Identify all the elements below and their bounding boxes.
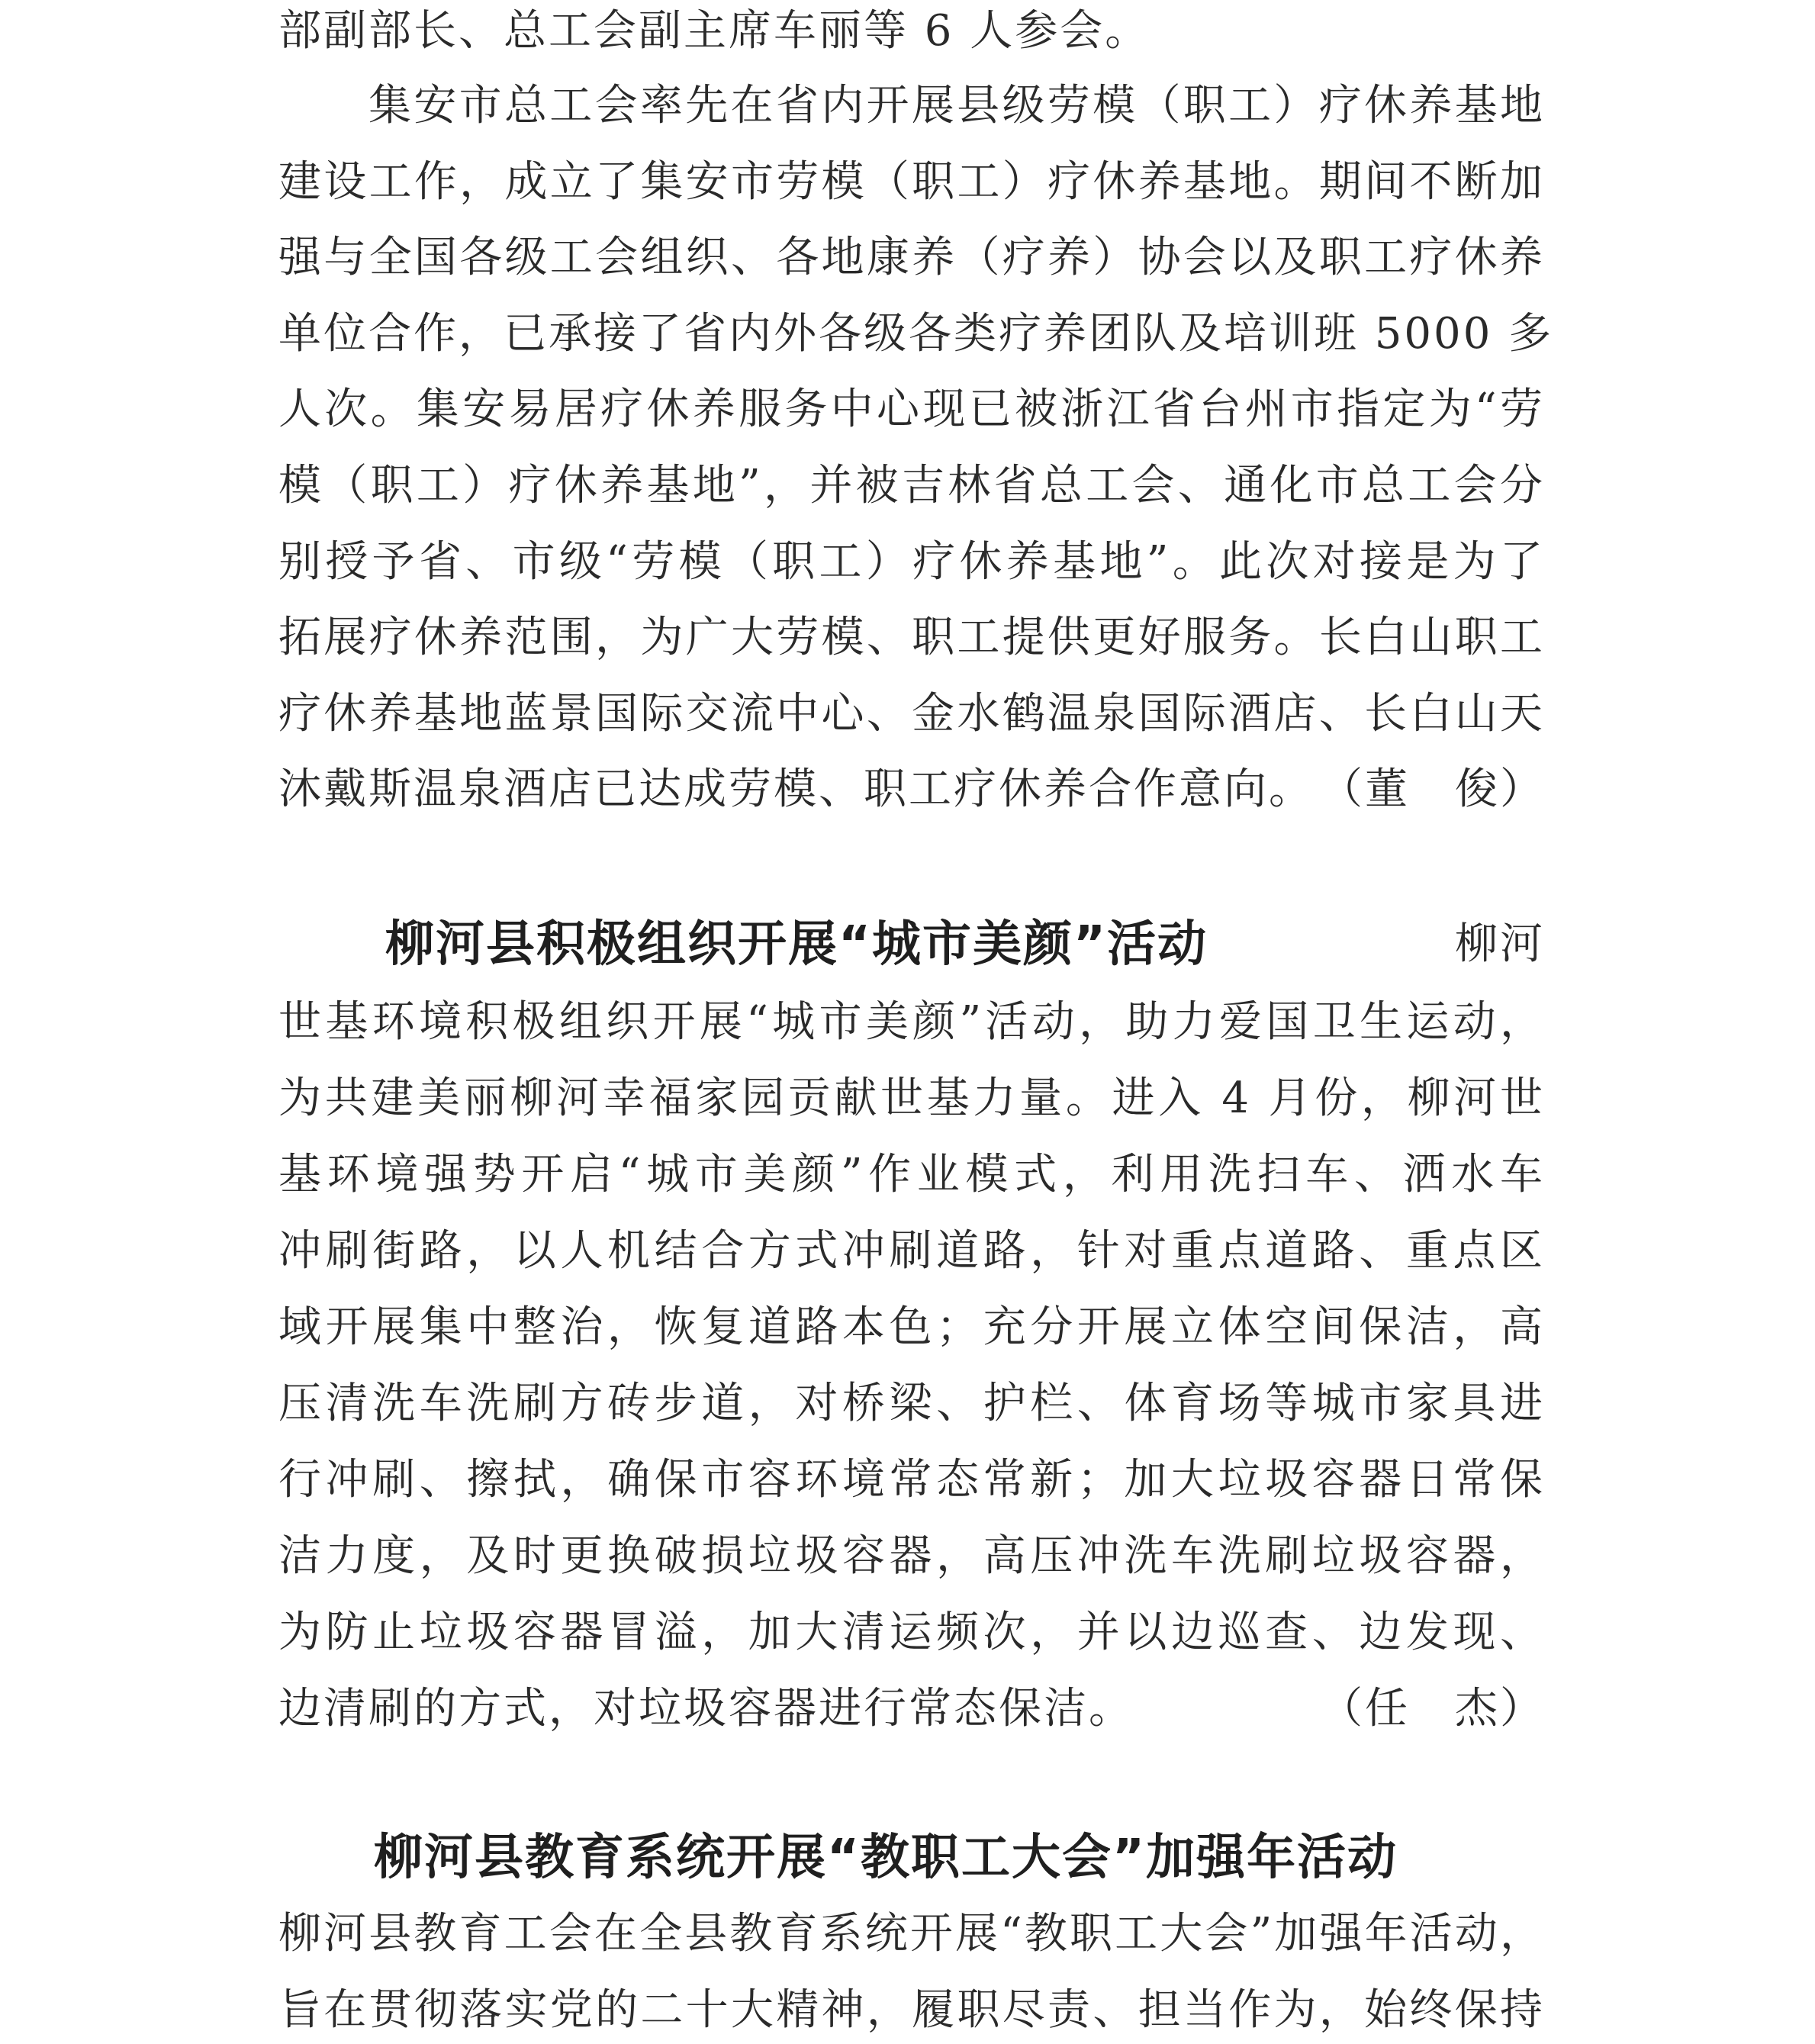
article-1-line: 集安市总工会率先在省内开展县级劳模（职工）疗休养基地 xyxy=(368,81,1545,130)
article-2-line: 为共建美丽柳河幸福家园贡献世基力量。进入 4 月份，柳河世 xyxy=(278,1074,1545,1123)
article-1-line: 疗休养基地蓝景国际交流中心、金水鹤温泉国际酒店、长白山天 xyxy=(278,689,1545,739)
article-1-line: 拓展疗休养范围，为广大劳模、职工提供更好服务。长白山职工 xyxy=(278,613,1545,662)
article-2-line: 世基环境积极组织开展“城市美颜”活动，助力爱国卫生运动， xyxy=(278,997,1545,1047)
article-1-byline: （董 俊） xyxy=(1320,764,1545,814)
article-2-last-line-text: 边清刷的方式，对垃圾容器进行常态保洁。 xyxy=(278,1684,1134,1733)
article-2-byline: （任 杰） xyxy=(1320,1684,1545,1733)
article-2-headline: 柳河县积极组织开展“城市美颜”活动 xyxy=(385,916,1208,973)
article-3-line: 柳河县教育工会在全县教育系统开展“教职工大会”加强年活动， xyxy=(278,1909,1545,1959)
article-2-line: 洁力度，及时更换破损垃圾容器，高压冲洗车洗刷垃圾容器， xyxy=(278,1531,1545,1581)
article-3-line: 旨在贯彻落实党的二十大精神，履职尽责、担当作为，始终保持 xyxy=(278,1985,1545,2035)
article-1-line: 别授予省、市级“劳模（职工）疗休养基地”。此次对接是为了 xyxy=(278,537,1545,587)
article-3-headline: 柳河县教育系统开展“教职工大会”加强年活动 xyxy=(374,1830,1398,1886)
article-3-headline-row xyxy=(278,1831,1545,1892)
article-2-last-line xyxy=(278,1682,1545,1736)
article-1-line: 强与全国各级工会组织、各地康养（疗养）协会以及职工疗休养 xyxy=(278,233,1545,282)
article-2-line: 基环境强势开启“城市美颜”作业模式，利用洗扫车、洒水车 xyxy=(278,1150,1545,1199)
article-2-lead-text: 柳河 xyxy=(1455,919,1545,969)
article-2-line: 为防止垃圾容器冒溢，加大清运频次，并以边巡查、边发现、 xyxy=(278,1608,1545,1657)
article-1-line: 人次。集安易居疗休养服务中心现已被浙江省台州市指定为“劳 xyxy=(278,385,1545,434)
article-1-last-line xyxy=(278,763,1545,816)
article-1-line: 模（职工）疗休养基地”，并被吉林省总工会、通化市总工会分 xyxy=(278,461,1545,510)
article-1-line: 单位合作，已承接了省内外各级各类疗养团队及培训班 5000 多 xyxy=(278,309,1554,359)
article-1-last-line-text: 沐戴斯温泉酒店已达成劳模、职工疗休养合作意向。 xyxy=(278,764,1314,814)
article-2-headline-row xyxy=(278,918,1545,979)
article-2-line: 域开展集中整治，恢复道路本色；充分开展立体空间保洁，高 xyxy=(278,1302,1545,1352)
article-2-line: 行冲刷、擦拭，确保市容环境常态常新；加大垃圾容器日常保 xyxy=(278,1455,1545,1505)
article-1-line: 建设工作，成立了集安市劳模（职工）疗休养基地。期间不断加 xyxy=(278,157,1545,207)
intro-line: 部副部长、总工会副主席车丽等 6 人参会。 xyxy=(278,6,1150,56)
article-2-line: 压清洗车洗刷方砖步道，对桥梁、护栏、体育场等城市家具进 xyxy=(278,1379,1545,1428)
article-2-line: 冲刷街路，以人机结合方式冲刷道路，针对重点道路、重点区 xyxy=(278,1226,1545,1276)
